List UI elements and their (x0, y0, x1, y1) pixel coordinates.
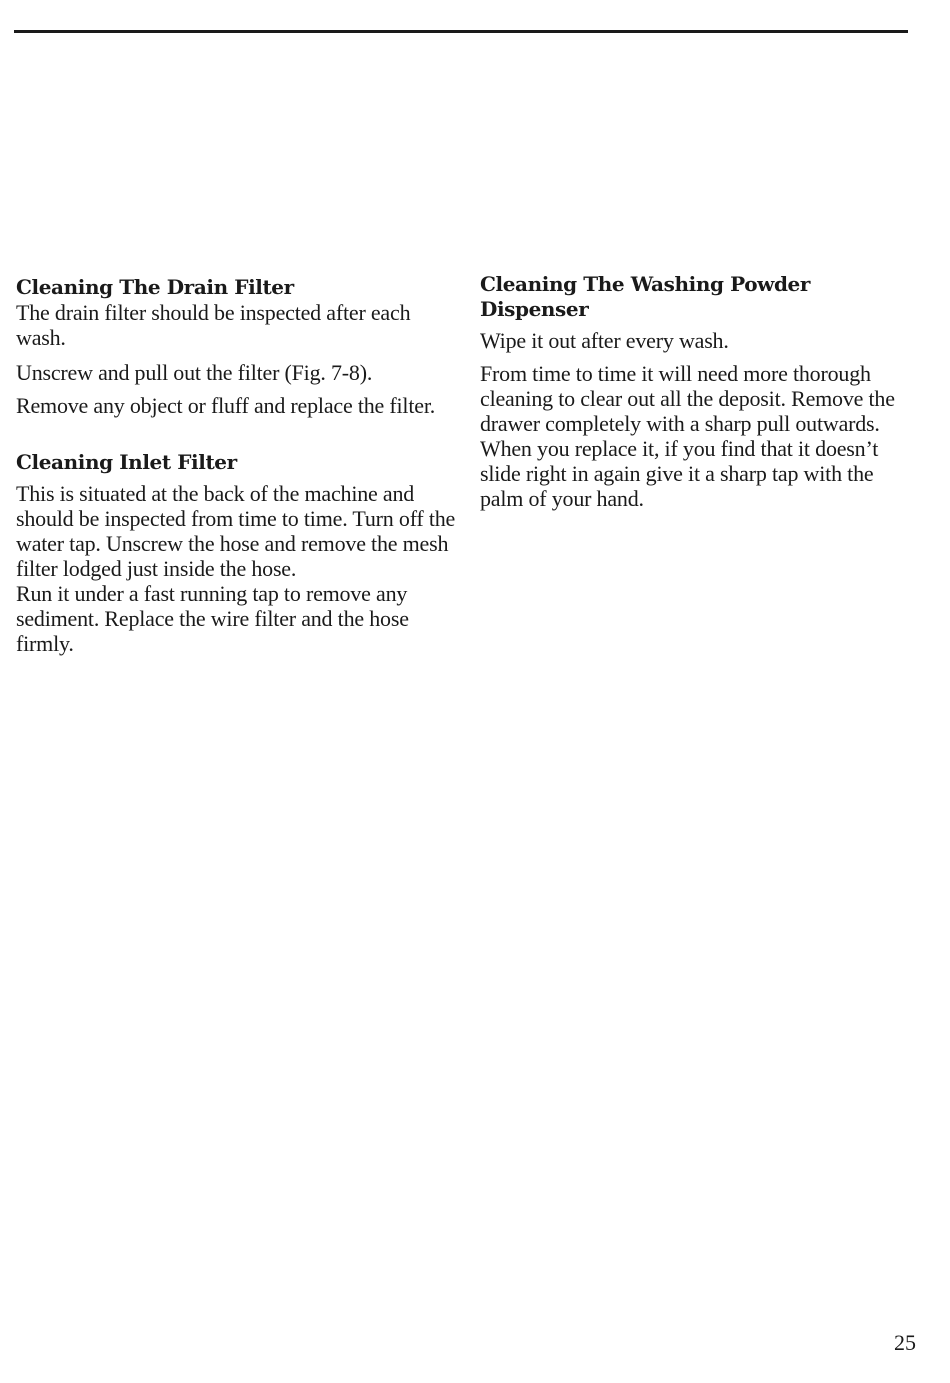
drain-filter-paragraph-2: Unscrew and pull out the filter (Fig. 7-8). (16, 360, 373, 385)
drain-filter-paragraph-1: The drain filter should be inspected after each wash. (16, 300, 411, 350)
right-column (480, 272, 920, 511)
inlet-filter-paragraph-2: Run it under a fast running tap to remove any sediment. Replace the wire filter and the hose firmly. (16, 581, 409, 656)
left-column (16, 275, 456, 656)
powder-dispenser-paragraph-2: From time to time it will need more thorough cleaning to clear out all the deposit. Remove the drawer completely with a sharp pull outwards. When you replace it, if you find that it doesn’t slide right in again give it a sharp tap with the palm of your hand. (480, 361, 895, 511)
inlet-filter-paragraph-1: This is situated at the back of the machine and should be inspected from time to time. Turn off the water tap. Unscrew the hose and remove the mesh filter lodged just inside the hose. (16, 481, 456, 581)
page-number: 25 (894, 1330, 916, 1355)
powder-dispenser-heading: Cleaning The Washing Powder Dispenser (480, 272, 811, 321)
powder-dispenser-section (480, 272, 920, 511)
drain-filter-heading: Cleaning The Drain Filter (16, 275, 294, 299)
powder-dispenser-paragraph-1: Wipe it out after every wash. (480, 328, 729, 353)
inlet-filter-heading: Cleaning Inlet Filter (16, 450, 237, 474)
drain-filter-paragraph-3: Remove any object or fluff and replace the filter. (16, 393, 436, 418)
drain-filter-section (16, 275, 456, 418)
inlet-filter-section (16, 450, 456, 656)
top-rule (14, 30, 908, 33)
